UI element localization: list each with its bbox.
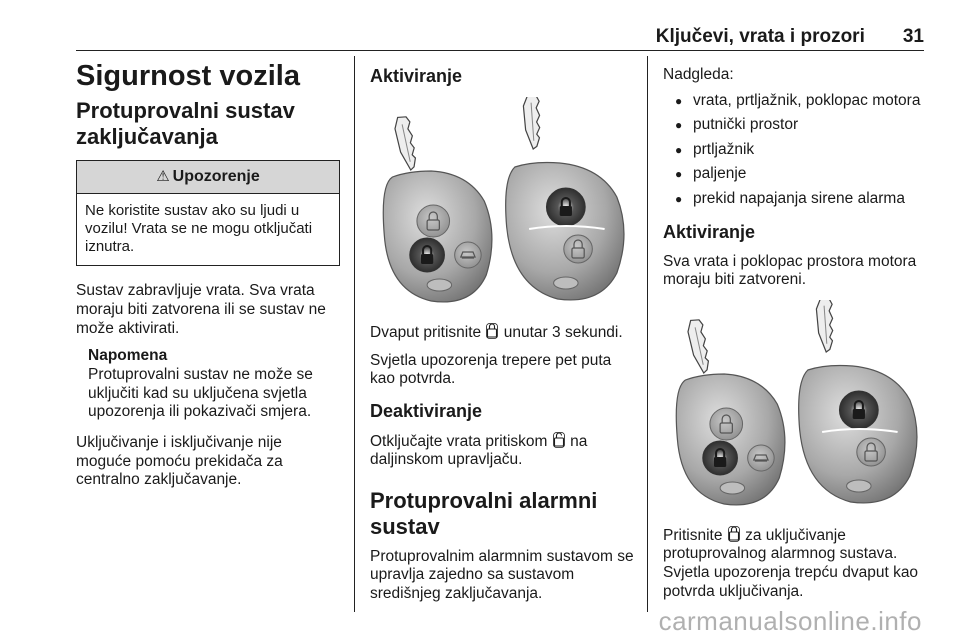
column-3 [663, 56, 925, 610]
paragraph: Sustav zabravljuje vrata. Sva vrata moraju biti zatvorena ili se sustav ne može aktivirati. [76, 282, 326, 337]
paragraph: Pritisnite za uključivanje protuprovalnog alarmnog sustava. Svjetla upozorenja trepću dvaput kao potvrda uključivanja. [663, 526, 919, 600]
list-item: ● paljenje [663, 162, 925, 187]
car-key-fob-illustration [370, 97, 632, 309]
section-title: Sigurnost vozila [76, 60, 300, 92]
paragraph: Otključajte vrata pritiskom na daljinskom upravljaču. [370, 432, 588, 469]
warning-text: Ne koristite sustav ako su ljudi u vozilu! Vrata se ne mogu otključati iznutra. [85, 202, 313, 256]
monitored-list [663, 89, 925, 212]
paragraph: Nadgleda: [663, 66, 734, 83]
subsection-title: Protuprovalni sustav zaključavanja [76, 98, 295, 150]
note-text: Protuprovalni sustav ne može se uključiti kad su uključena svjetla upozorenja ili pokazivači smjera. [88, 366, 313, 421]
key-fob-figure [663, 300, 925, 512]
warning-heading [77, 161, 339, 194]
column-divider-2 [647, 56, 648, 612]
car-key-fob-illustration [663, 300, 925, 512]
list-item: ● prekid napajanja sirene alarma [663, 187, 925, 212]
key-fob-figure [370, 97, 634, 309]
watermark: carmanualsonline.info [658, 606, 922, 636]
paragraph: Uključivanje i isključivanje nije moguće pomoću prekidača za centralno zaključavanje. [76, 433, 283, 489]
note-title: Napomena [88, 347, 168, 365]
heading-alarm-system: Protuprovalni alarmni sustav [370, 487, 598, 539]
paragraph: Svjetla upozorenja trepere pet puta kao potvrda. [370, 351, 612, 388]
unlock-button-icon [553, 432, 565, 448]
lock-button-icon [728, 526, 740, 542]
warning-heading-label: Upozorenje [172, 168, 260, 186]
heading-activation: Aktiviranje [370, 66, 463, 86]
list-item: ● prtljažnik [663, 138, 925, 163]
column-2 [370, 56, 634, 613]
list-item: ● vrata, prtljažnik, poklopac motora [663, 89, 925, 114]
list-item: ● putnički prostor [663, 113, 925, 138]
note-box [88, 347, 340, 422]
header-rule [76, 50, 924, 51]
heading-deactivation: Deaktiviranje [370, 400, 483, 421]
running-header [76, 26, 924, 50]
page-number: 31 [902, 26, 924, 47]
column-divider-1 [354, 56, 355, 612]
paragraph: Protuprovalnim alarmnim sustavom se upravlja zajedno sa sustavom središnjeg zaključavanja. [370, 547, 634, 603]
paragraph: Sva vrata i poklopac prostora motora moraju biti zatvoreni. [663, 252, 917, 289]
warning-box [76, 160, 340, 266]
column-1 [76, 56, 340, 499]
heading-activation: Aktiviranje [663, 221, 756, 242]
header-title: Ključevi, vrata i prozori [655, 26, 865, 47]
warning-icon: ⚠ [156, 168, 170, 186]
paragraph: Dvaput pritisnite unutar 3 sekundi. [370, 324, 623, 341]
lock-button-icon [486, 323, 498, 339]
